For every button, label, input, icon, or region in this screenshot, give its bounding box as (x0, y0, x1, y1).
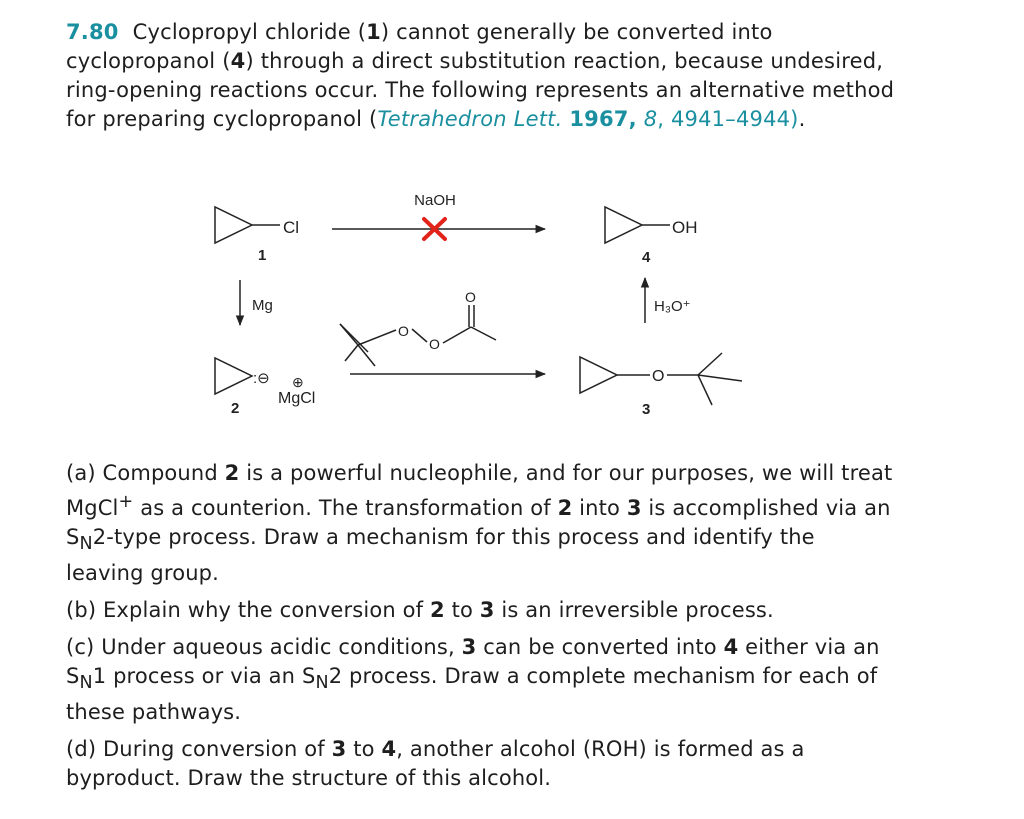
reagent-naoh: NaOH (414, 192, 456, 209)
cpd3-oxygen: O (652, 368, 665, 385)
intro-ref: 1 (366, 20, 381, 44)
cpd2-carbanion: :⊖ (253, 370, 270, 387)
question-list (66, 459, 896, 801)
citation-year: 1967, (569, 107, 637, 131)
problem-intro (66, 18, 896, 134)
perester-bond (412, 329, 427, 342)
question-a (66, 459, 896, 588)
citation (377, 107, 798, 131)
question-text: either via an S (66, 635, 880, 689)
carbonyl-oxygen: O (465, 289, 476, 305)
perester-bond (345, 345, 358, 361)
question-text: (c) Under aqueous acidic conditions, (66, 635, 462, 660)
question-d (66, 735, 896, 793)
perester-bond (340, 324, 358, 345)
question-text: is accomplished via an S (66, 496, 891, 549)
tbutyl-bond (698, 353, 722, 375)
cpd3-label: 3 (642, 401, 651, 418)
compound-ref: 3 (479, 598, 495, 623)
question-text: (d) During conversion of (66, 737, 332, 762)
cyclopropane-ring-1 (215, 207, 252, 243)
reagent-mg: Mg (252, 297, 273, 314)
compound-ref: 3 (331, 737, 347, 762)
perester-bond (358, 330, 396, 345)
intro-ref: 4 (230, 49, 246, 73)
question-text: into (572, 496, 627, 520)
compound-ref: 2 (429, 598, 445, 623)
subscript: N (79, 673, 93, 694)
perester-oxygen: O (429, 336, 440, 352)
perester-bond (471, 327, 496, 340)
cpd2-cation-charge: ⊕ (292, 374, 304, 390)
charge-superscript: + (118, 492, 134, 512)
perester-bond (358, 345, 375, 366)
tbutyl-bond (698, 375, 742, 381)
cyclopropane-ring-3 (580, 357, 617, 393)
compound-ref: 2 (557, 496, 573, 520)
intro-text: Cyclopropyl chloride ( (132, 20, 367, 44)
question-text: as a counterion. The transformation of (133, 496, 558, 520)
intro-text: ) through a direct substitution reaction, because undesired, ring-opening reactions occur. The following represents an alternative method for preparing cyclopropanol ( (66, 49, 895, 131)
cyclopropane-ring-2 (215, 358, 252, 394)
subscript: N (79, 534, 93, 555)
tbutyl-bond (698, 375, 712, 405)
citation-journal: Tetrahedron Lett. (377, 107, 563, 131)
problem-number: 7.80 (66, 20, 119, 44)
compound-ref: 4 (381, 737, 397, 762)
question-text: (b) Explain why the conversion of (66, 598, 430, 623)
question-text: to (444, 598, 480, 623)
cpd2-counterion: MgCl (278, 390, 316, 407)
question-text: 1 process or via an S (92, 664, 316, 689)
perester-oxygen: O (398, 323, 409, 339)
question-text: 2-type process. Draw a mechanism for this process and identify the leaving group. (66, 525, 815, 586)
citation-volume: 8 (643, 107, 658, 131)
compound-ref: 3 (461, 635, 477, 660)
question-text: , another alcohol (ROH) is formed as a byproduct. Draw the structure of this alcohol. (66, 737, 805, 791)
compound-ref: 2 (224, 461, 240, 485)
perester-bond (443, 327, 471, 343)
cpd1-substituent: Cl (283, 218, 300, 237)
cpd1-label: 1 (258, 247, 267, 264)
cpd4-substituent: OH (672, 218, 698, 237)
question-text: is an irreversible process. (494, 598, 774, 623)
cpd4-label: 4 (642, 249, 651, 266)
subscript: N (315, 673, 329, 694)
intro-text: ) cannot generally be converted into cyclopropanol ( (66, 20, 773, 73)
question-text: is a powerful nucleophile, and for our purposes, we will treat MgCl (66, 461, 893, 520)
cyclopropane-ring-4 (605, 207, 642, 243)
reagent-h3o: H₃O⁺ (654, 298, 691, 315)
intro-end: . (798, 107, 806, 131)
cpd2-label: 2 (231, 400, 240, 417)
question-c (66, 633, 896, 727)
question-text: can be converted into (476, 635, 724, 660)
reaction-scheme (180, 185, 780, 425)
question-text: to (346, 737, 382, 762)
citation-pages: , 4941–4944) (657, 107, 799, 131)
question-text: (a) Compound (66, 461, 225, 485)
question-text: 2 process. Draw a complete mechanism for each of these pathways. (66, 664, 878, 725)
compound-ref: 3 (626, 496, 642, 520)
question-b (66, 596, 896, 625)
compound-ref: 4 (723, 635, 739, 660)
